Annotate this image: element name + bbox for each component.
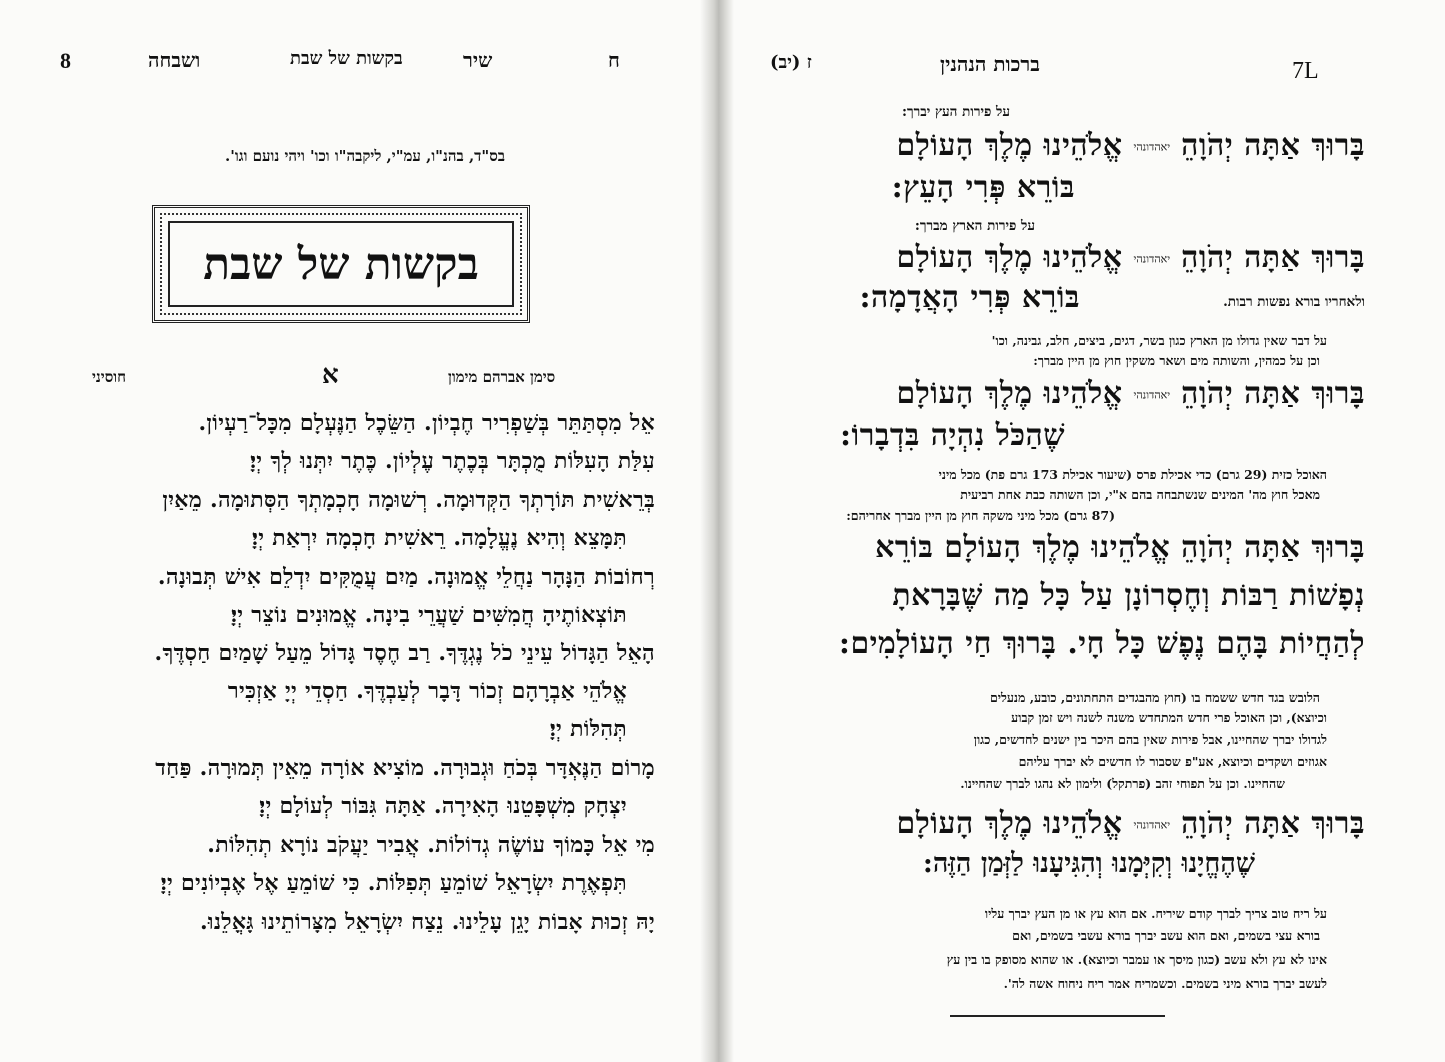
- blessing-line: בָּרוּךְ אַתָּה יְהֹוָהֵ אֱלֹהֵינוּ מֶלֶךְ הָעוֹלָם בּוֹרֵא: [875, 530, 1365, 565]
- blessing-line: לְהַחֲיוֹת בָּהֶם נֶפֶשׁ כָּל חָי. בָּרוּךְ חַי הָעוֹלָמִים:: [838, 626, 1365, 661]
- instruction-text: וכיוצא), וכן האוכל פרי חדש המתחדש משנה לשנה ויש זמן קבוע: [1011, 710, 1327, 725]
- title-frame-inner: [168, 221, 514, 307]
- left-header-letter: ח: [608, 48, 620, 72]
- book-gutter: [700, 0, 734, 1062]
- instruction-text: על פירות הארץ מברך:: [914, 218, 1035, 234]
- poem-line: בְּרֵאשִׁית תּוֹרָתְךָ הַקְּדוּמָה. רְשׁוּמָה חָכְמָתְךָ הַסְּתוּמָה. מֵאַיִן: [162, 487, 655, 513]
- section-title: בקשות של שבת: [203, 238, 479, 290]
- blessing-line: בּוֹרֵא פְּרִי הָעֵץ:: [891, 170, 1075, 205]
- left-header-section: בקשות של שבת: [290, 48, 403, 69]
- instruction-text: שהחיינו. וכן על תפוחי זהב (פרתקל) ולימון לא נהגו לברך שהחיינו.: [960, 776, 1285, 791]
- poem-line: תִּמָּצֵא וְהִיא נֶעֱלָמָה. רֵאשִׁית חָכְמָה יִרְאַת יְיָ׃: [251, 525, 627, 551]
- poem-line: מִי אֵל כָּמוֹךָ עוֹשֶׂה גְדוֹלוֹת. אֲבִיר יַעֲקֹב נוֹרָא תְהִלּוֹת.: [207, 832, 655, 858]
- instruction-text: אינו לא עץ ולא עשב (כגון מיסך או עמבר וכיוצא). או שהוא מסופק בו בין עץ: [946, 952, 1327, 967]
- blessing-line: שֶׁהֶחֱיָנוּ וְקִיְּמָנוּ וְהִגִּיעָנוּ לַזְּמַן הַזֶּה:: [922, 848, 1255, 879]
- poem-line: יִצְחָק מִשְׁפָּטֵנוּ הָאִירָה. אַתָּה גִּבּוֹר לְעוֹלָם יְיָ׃: [259, 793, 627, 819]
- poem-line: יָהּ זְכוּת אָבוֹת יָגֵן עָלֵינוּ. נֵצַח יִשְׂרָאֵל מִצָּרוֹתֵינוּ גָּאֳלֵנוּ.: [199, 909, 655, 935]
- closing-rule: [950, 1015, 1165, 1017]
- instruction-text: על פירות העץ יברך:: [902, 104, 1010, 120]
- poem-line: אֵל מִסְתַּתֵּר בְּשַׁפְרִיר חֶבְיוֹן. הַשֵּׂכֶל הַנֶּעְלָם מִכָּל־רַעְיוֹן.: [198, 410, 655, 436]
- title-frame: [152, 205, 530, 323]
- adonai-note: יאהדונהי: [1133, 818, 1171, 832]
- instruction-text: ולאחריו בורא נפשות רבות.: [1223, 294, 1365, 310]
- left-page-number: 8: [60, 48, 71, 73]
- blessing-line: בּוֹרֵא פְּרִי הָאֲדָמָה:: [859, 280, 1080, 315]
- instruction-text: לעשב יברך בורא מיני בשמים. וכשמריח אמר ריח ניחוח אשה לה'.: [1003, 976, 1327, 991]
- poem-line: עִלַּת הָעִלּוֹת מֻכְתָּר בְּכֶתֶר עֶלְיוֹן. כֶּתֶר יִתְּנוּ לְךָ יְיָ׃: [249, 448, 655, 474]
- blessing-line: בָּרוּךְ אַתָּה יְהֹוָהֵ יאהדונהי אֱלֹהֵינוּ מֶלֶךְ הָעוֹלָם: [896, 376, 1365, 411]
- instruction-text: מאכל חוץ מה' המינים שנשתבחה בהם א"י, וכן השותה כבת אחת רביעית: [960, 487, 1320, 502]
- instruction-text: על ריח טוב צריך לברך קודם שיריח. אם הוא עץ או מן העץ יברך עליו: [984, 906, 1327, 921]
- siman-author: סימן אברהם מימון: [448, 368, 556, 386]
- blessing-line: בָּרוּךְ אַתָּה יְהֹוָהֵ יאהדונהי אֱלֹהֵינוּ מֶלֶךְ הָעוֹלָם: [896, 240, 1365, 275]
- instruction-text: האוכל כזית (29 גרם) כדי אכילת פרס (שיעור אכילת 173 גרם פת) מכל מיני: [938, 467, 1327, 482]
- blessing-line: נְפָשׁוֹת רַבּוֹת וְחֶסְרוֹנָן עַל כָּל מַה שֶּׁבָּרָאתָ: [892, 578, 1365, 613]
- instruction-text: אגוזים ושקדים וכיוצא, אע"פ שסבור לו חדשים לא יברך עליהם: [1018, 754, 1327, 769]
- blessing-line: בָּרוּךְ אַתָּה יְהֹוָהֵ יאהדונהי אֱלֹהֵינוּ מֶלֶךְ הָעוֹלָם: [896, 128, 1365, 163]
- poem-line: רְחוֹבוֹת הַנָּהָר נַחֲלֵי אֱמוּנָה. מַיִם עֲמֻקִּים יִדְלֵם אִישׁ תְּבוּנָה.: [157, 564, 655, 590]
- right-header-title: ברכות הנהנין: [940, 52, 1040, 76]
- adonai-note: יאהדונהי: [1133, 140, 1171, 154]
- blessing-line: בָּרוּךְ אַתָּה יְהֹוָהֵ יאהדונהי אֱלֹהֵינוּ מֶלֶךְ הָעוֹלָם: [896, 806, 1365, 841]
- instruction-text: על דבר שאין גדולו מן הארץ כגון בשר, דגים, ביצים, חלב, גבינה, וכו': [991, 333, 1327, 348]
- instruction-text: בורא עצי בשמים, ואם הוא עשב יברך בורא עשבי בשמים, ואם: [1012, 928, 1320, 943]
- instruction-text: הלובש בגד חדש ששמח בו (חוץ מהבגדים התחתונים, כובע, מנעלים: [989, 690, 1320, 705]
- poem-line: תִּפְאֶרֶת יִשְׂרָאֵל שׁוֹמֵעַ תְּפִלּוֹת. כִּי שׁוֹמֵעַ אֶל אֶבְיוֹנִים יְיָ׃: [160, 870, 627, 896]
- right-page-number: 7L: [1292, 58, 1319, 84]
- poem-line: תּוֹצְאוֹתֶיהָ חֲמִשִּׁים שַׁעֲרֵי בִינָה. אֱמוּנִים נוֹצֵר יְיָ׃: [230, 602, 627, 628]
- poem-line: תְּהִלּוֹת יְיָ׃: [549, 716, 627, 742]
- blessing-line: שֶׁהַכֹּל נִהְיָה בִּדְבָרוֹ:: [839, 418, 1065, 453]
- instruction-text: לגדולו יברך שהחיינו, אבל פירות שאין בהם היכר בין ישנים לחדשים, כגון: [973, 732, 1327, 747]
- poem-line: הָאֵל הַגָּדוֹל עֵינֵי כֹל נֶגְדֶּךָ. רַב חֶסֶד גָּדוֹל מֵעַל שָׁמַיִם חַסְדֶּךָ.: [154, 640, 655, 666]
- siman-letter: א: [322, 360, 339, 390]
- instruction-text: (87 גרם) מכל מיני משקה חוץ מן היין מברך אחריהם:: [846, 508, 1115, 523]
- adonai-note: יאהדונהי: [1133, 388, 1171, 402]
- adonai-note: יאהדונהי: [1133, 252, 1171, 266]
- dedication-line: בס"ד, בהנ"ו, עמ"י, ליקבה"ו וכו' ויהי נועם וגו'.: [225, 147, 505, 165]
- poem-line: מָרוֹם הַנֶּאְדָּר בְּכֹחַ וּגְבוּרָה. מוֹצִיא אוֹרָה מֵאֵין תְּמוּרָה. פַּחַד: [155, 755, 655, 781]
- right-header-section: ז (יב): [770, 52, 812, 73]
- maqam-name: חוסיני: [92, 368, 126, 386]
- left-header-vesimcha: ושבחה: [148, 48, 201, 72]
- instruction-text: וכן על כמהין, והשותה מים ושאר משקין חוץ מן היין מברך:: [1033, 353, 1320, 368]
- left-header-shir: שיר: [463, 48, 493, 72]
- poem-line: אֱלֹהֵי אַבְרָהָם זְכוֹר דָּבָר לְעַבְדֶּךָ. חַסְדֵי יְיָ אַזְכִּיר: [227, 678, 627, 704]
